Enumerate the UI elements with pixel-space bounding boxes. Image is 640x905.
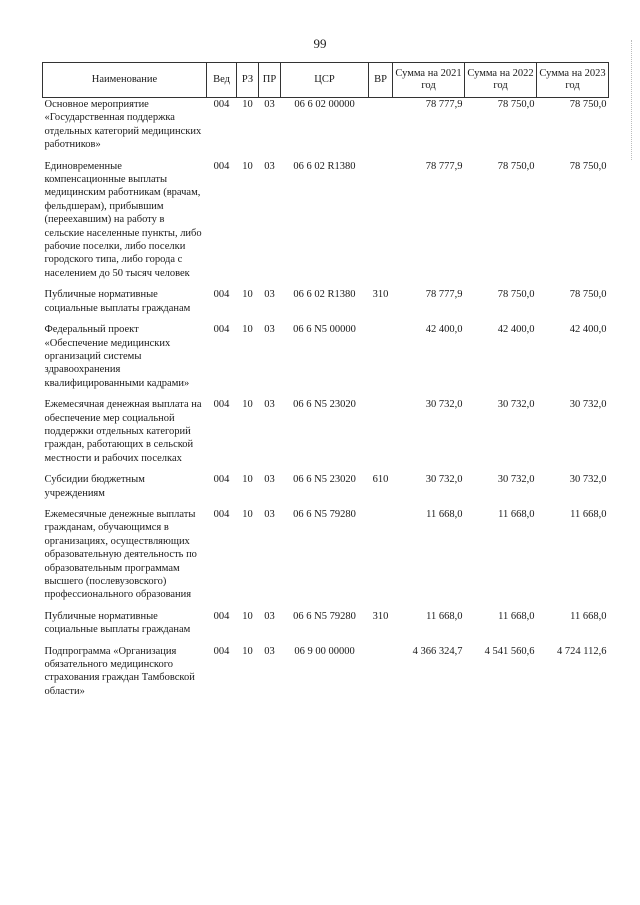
- row-pr: 03: [264, 610, 275, 622]
- row-ved: 004: [213, 610, 230, 622]
- row-sum-2021: 30 732,0: [425, 474, 463, 486]
- row-sum-2022: 11 668,0: [498, 508, 535, 520]
- row-rz: 10: [242, 645, 253, 657]
- header-ved: Вед: [207, 63, 237, 98]
- header-csr: ЦСР: [281, 63, 369, 98]
- row-rz: 10: [242, 99, 253, 110]
- row-ved: 004: [213, 508, 230, 520]
- row-ved: 004: [213, 474, 230, 486]
- row-name: Единовременные компенсационные выплаты медицинским работникам (врачам, фельдшерам), прибывшим (переехавшим) на работу в сельские населенные пункты, либо рабочие поселки, либо поселки городского типа, либо города с населением до 50 тысяч человек: [44, 160, 202, 279]
- table-row: [43, 508, 609, 610]
- row-sum-2023: 11 668,0: [570, 610, 607, 622]
- row-sum-2021: 11 668,0: [426, 610, 463, 622]
- row-rz: 10: [242, 474, 253, 486]
- row-sum-2021: 78 777,9: [425, 160, 463, 172]
- row-name: Подпрограмма «Организация обязательного медицинского страхования граждан Тамбовской области»: [44, 645, 195, 697]
- row-pr: 03: [264, 99, 275, 110]
- row-pr: 03: [264, 645, 275, 657]
- table-header: [43, 63, 609, 98]
- row-vr: [369, 645, 393, 707]
- header-pr: ПР: [259, 63, 281, 98]
- table-row: [43, 610, 609, 645]
- row-rz: 10: [242, 399, 253, 411]
- row-ved: 004: [213, 160, 230, 172]
- header-rz: РЗ: [237, 63, 259, 98]
- row-sum-2023: 30 732,0: [569, 399, 607, 411]
- row-sum-2021: 78 777,9: [425, 289, 463, 301]
- row-ved: 004: [213, 289, 230, 301]
- row-csr: 06 9 00 00000: [294, 645, 355, 657]
- budget-table: [42, 62, 609, 706]
- row-rz: 10: [242, 324, 253, 336]
- row-name: Публичные нормативные социальные выплаты гражданам: [44, 610, 191, 636]
- table-row: [43, 98, 609, 160]
- row-rz: 10: [242, 610, 253, 622]
- row-rz: 10: [242, 160, 253, 172]
- row-sum-2021: 11 668,0: [426, 508, 463, 520]
- row-sum-2023: 11 668,0: [570, 508, 607, 520]
- table-body: [43, 98, 609, 707]
- scan-margin-mark: [631, 40, 634, 160]
- row-pr: 03: [264, 399, 275, 411]
- table-row: [43, 398, 609, 473]
- row-ved: 004: [213, 399, 230, 411]
- row-sum-2021: 78 777,9: [425, 99, 463, 110]
- row-vr: 610: [372, 474, 389, 486]
- row-vr: 310: [372, 610, 389, 622]
- row-vr: [369, 98, 393, 160]
- row-rz: 10: [242, 289, 253, 301]
- row-sum-2021: 30 732,0: [425, 399, 463, 411]
- row-sum-2023: 42 400,0: [569, 324, 607, 336]
- row-csr: 06 6 N5 00000: [293, 324, 356, 336]
- row-pr: 03: [264, 289, 275, 301]
- row-vr: [369, 323, 393, 398]
- row-sum-2021: 4 366 324,7: [412, 645, 463, 657]
- table-row: [43, 160, 609, 289]
- row-name: Федеральный проект «Обеспечение медицинских организаций системы здравоохранения квалифицированными кадрами»: [44, 324, 190, 389]
- row-vr: [369, 160, 393, 289]
- row-csr: 06 6 02 R1380: [293, 289, 356, 301]
- header-name: Наименование: [43, 63, 207, 98]
- header-sum-2021: Сумма на 2021 год: [393, 63, 465, 98]
- row-name: Субсидии бюджетным учреждениям: [44, 474, 145, 499]
- table-row: [43, 323, 609, 398]
- row-vr: 310: [372, 289, 389, 301]
- row-sum-2022: 30 732,0: [497, 399, 535, 411]
- row-sum-2022: 78 750,0: [497, 99, 535, 110]
- row-sum-2023: 30 732,0: [569, 474, 607, 486]
- row-csr: 06 6 02 R1380: [293, 160, 356, 172]
- row-csr: 06 6 02 00000: [294, 99, 355, 110]
- row-ved: 004: [213, 324, 230, 336]
- row-name: Ежемесячные денежные выплаты гражданам, обучающимся в организациях, осуществляющих образовательную деятельность по образовательным программам высшего (послевузовского) профессионального образования: [44, 508, 197, 601]
- row-rz: 10: [242, 508, 253, 520]
- row-sum-2023: 78 750,0: [569, 289, 607, 301]
- row-sum-2022: 78 750,0: [497, 160, 535, 172]
- row-sum-2023: 78 750,0: [569, 160, 607, 172]
- row-sum-2022: 78 750,0: [497, 289, 535, 301]
- row-name: Ежемесячная денежная выплата на обеспечение мер социальной поддержки отдельных категорий граждан, работающих в сельской местности и рабочих поселках: [44, 399, 202, 464]
- row-ved: 004: [213, 645, 230, 657]
- row-vr: [369, 398, 393, 473]
- row-csr: 06 6 N5 23020: [293, 399, 356, 411]
- header-vr: ВР: [369, 63, 393, 98]
- row-csr: 06 6 N5 79280: [293, 610, 356, 622]
- row-vr: [369, 508, 393, 610]
- row-pr: 03: [264, 508, 275, 520]
- row-sum-2022: 42 400,0: [497, 324, 535, 336]
- header-sum-2022: Сумма на 2022 год: [465, 63, 537, 98]
- row-ved: 004: [213, 99, 230, 110]
- row-name: Публичные нормативные социальные выплаты гражданам: [44, 289, 191, 314]
- row-csr: 06 6 N5 79280: [293, 508, 356, 520]
- row-csr: 06 6 N5 23020: [293, 474, 356, 486]
- table-row: [43, 473, 609, 508]
- header-sum-2023: Сумма на 2023 год: [537, 63, 609, 98]
- page-number: 99: [313, 36, 327, 51]
- row-pr: 03: [264, 474, 275, 486]
- table-row: [43, 288, 609, 323]
- row-pr: 03: [264, 160, 275, 172]
- table-row: [43, 645, 609, 707]
- row-sum-2021: 42 400,0: [425, 324, 463, 336]
- row-name: Основное мероприятие «Государственная поддержка отдельных категорий медицинских работников»: [44, 99, 202, 151]
- row-sum-2023: 78 750,0: [569, 99, 607, 110]
- row-sum-2022: 11 668,0: [498, 610, 535, 622]
- row-sum-2022: 4 541 560,6: [484, 645, 535, 657]
- row-sum-2023: 4 724 112,6: [557, 645, 607, 657]
- row-sum-2022: 30 732,0: [497, 474, 535, 486]
- row-pr: 03: [264, 324, 275, 336]
